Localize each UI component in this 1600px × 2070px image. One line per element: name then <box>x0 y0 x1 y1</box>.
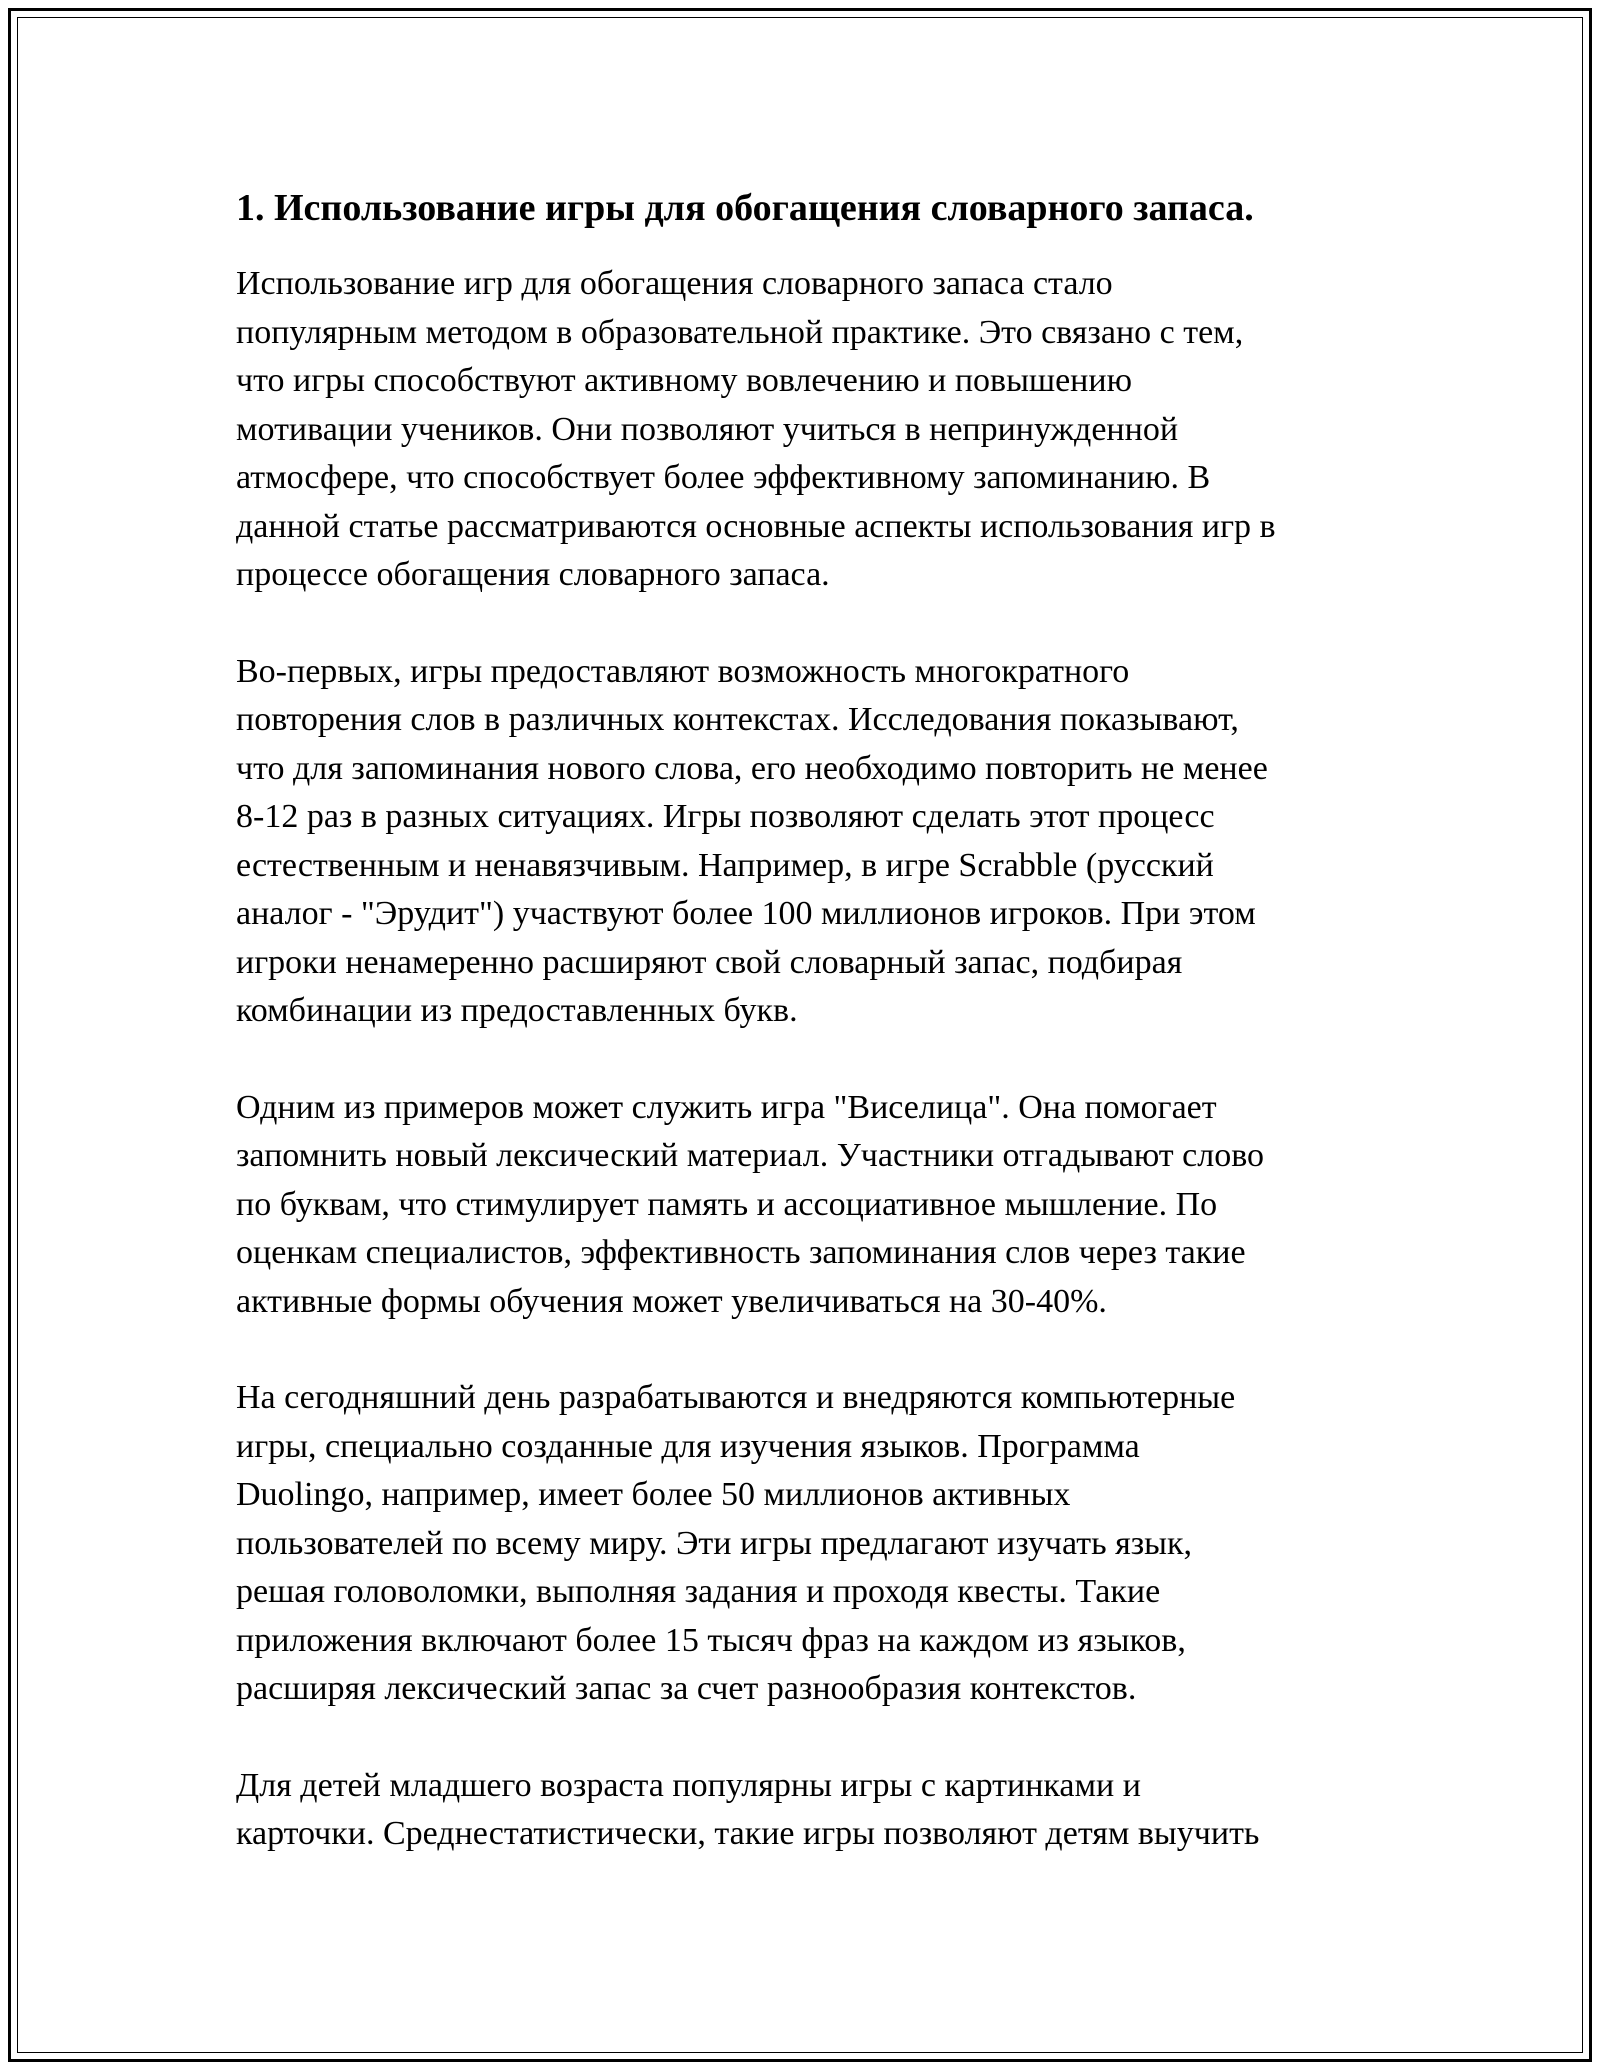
text-line: повторения слов в различных контекстах. Исследования показывают, <box>236 701 1239 738</box>
text-line: запомнить новый лексический материал. Участники отгадывают слово <box>236 1137 1265 1174</box>
text-line: расширяя лексический запас за счет разнообразия контекстов. <box>236 1670 1137 1707</box>
text-line: что для запоминания нового слова, его необходимо повторить не менее <box>236 749 1268 787</box>
section-heading: 1. Использование игры для обогащения словарного запаса. <box>236 187 1254 229</box>
text-line: что игры способствуют активному вовлечению и повышению <box>236 362 1132 399</box>
paragraph-intro <box>236 260 1416 600</box>
text-line: данной статье рассматриваются основные аспекты использования игр в <box>236 507 1276 545</box>
text-line: игроки ненамеренно расширяют свой словарный запас, подбирая <box>236 943 1183 981</box>
document-body <box>236 183 1416 1907</box>
text-line: популярным методом в образовательной практике. Это связано с тем, <box>236 313 1244 351</box>
text-line: активные формы обучения может увеличиваться на 30-40%. <box>236 1282 1107 1320</box>
text-line: оценкам специалистов, эффективность запоминания слов через такие <box>236 1234 1246 1271</box>
text-line: атмосфере, что способствует более эффективному запоминанию. В <box>236 459 1211 496</box>
paragraph-young-children <box>236 1762 1416 1859</box>
text-line: комбинации из предоставленных букв. <box>236 992 798 1029</box>
text-line: процессе обогащения словарного запаса. <box>236 556 830 593</box>
text-line: На сегодняшний день разрабатываются и внедряются компьютерные <box>236 1379 1236 1416</box>
paragraph-computer-games <box>236 1374 1416 1714</box>
text-line: Использование игр для обогащения словарного запаса стало <box>236 265 1113 302</box>
text-line: Для детей младшего возраста популярны игры с картинками и <box>236 1766 1141 1804</box>
text-line: приложения включают более 15 тысяч фраз на каждом из языков, <box>236 1621 1186 1659</box>
text-line: мотивации учеников. Они позволяют учиться в непринужденной <box>236 410 1179 448</box>
text-line: естественным и ненавязчивым. Например, в игре Scrabble (русский <box>236 846 1214 884</box>
text-line: решая головоломки, выполняя задания и проходя квесты. Такие <box>236 1573 1161 1610</box>
text-line: пользователей по всему миру. Эти игры предлагают изучать язык, <box>236 1524 1193 1562</box>
text-line: карточки. Среднестатистически, такие игры позволяют детям выучить <box>236 1815 1260 1852</box>
text-line: аналог - "Эрудит") участвуют более 100 миллионов игроков. При этом <box>236 895 1256 932</box>
text-line: игры, специально созданные для изучения языков. Программа <box>236 1427 1140 1465</box>
text-line: Одним из примеров может служить игра "Виселица". Она помогает <box>236 1088 1217 1126</box>
paragraph-hangman <box>236 1084 1416 1327</box>
text-line: Во-первых, игры предоставляют возможность многократного <box>236 652 1130 690</box>
text-line: по буквам, что стимулирует память и ассоциативное мышление. По <box>236 1185 1218 1223</box>
text-line: 8-12 раз в разных ситуациях. Игры позволяют сделать этот процесс <box>236 798 1215 835</box>
text-line: Duolingo, например, имеет более 50 миллионов активных <box>236 1476 1071 1513</box>
paragraph-repetition <box>236 648 1416 1036</box>
